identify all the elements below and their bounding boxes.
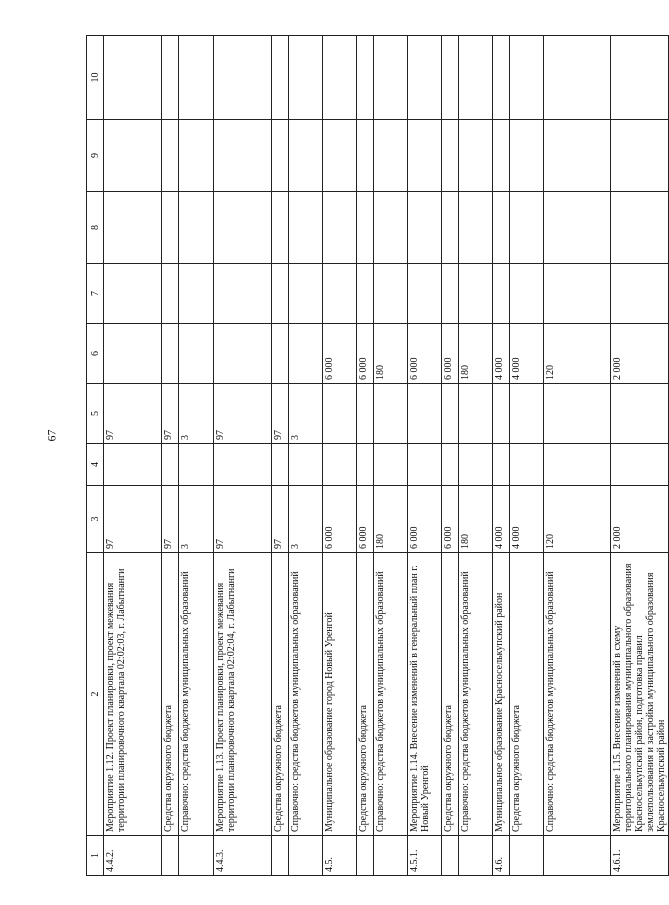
value-cell bbox=[611, 36, 669, 120]
row-code-cell: 4.5.1. bbox=[408, 836, 442, 876]
value-cell bbox=[179, 36, 214, 120]
value-cell bbox=[104, 444, 162, 486]
table-row bbox=[357, 36, 374, 876]
value-cell bbox=[289, 120, 323, 192]
table-row bbox=[323, 36, 357, 876]
value-cell: 6 000 bbox=[408, 324, 442, 384]
value-cell bbox=[510, 384, 544, 444]
value-cell: 97 bbox=[214, 384, 272, 444]
column-header: 6 bbox=[87, 324, 104, 384]
table-row bbox=[459, 36, 493, 876]
value-cell: 2 000 bbox=[611, 486, 669, 553]
value-cell: 6 000 bbox=[323, 324, 357, 384]
value-cell: 97 bbox=[162, 384, 179, 444]
value-cell bbox=[442, 264, 459, 324]
value-cell bbox=[611, 192, 669, 264]
value-cell bbox=[214, 324, 272, 384]
value-cell bbox=[459, 192, 493, 264]
row-code-cell bbox=[357, 836, 374, 876]
value-cell: 6 000 bbox=[323, 486, 357, 553]
table-row bbox=[611, 36, 669, 876]
value-cell bbox=[357, 264, 374, 324]
value-cell: 120 bbox=[544, 486, 611, 553]
column-header: 7 bbox=[87, 264, 104, 324]
value-cell: 97 bbox=[272, 384, 289, 444]
row-name-cell: Средства окружного бюджета bbox=[162, 553, 179, 836]
value-cell bbox=[493, 192, 510, 264]
row-name-cell: Средства окружного бюджета bbox=[510, 553, 544, 836]
row-name-cell: Средства окружного бюджета bbox=[357, 553, 374, 836]
value-cell bbox=[544, 120, 611, 192]
value-cell bbox=[179, 192, 214, 264]
value-cell: 4 000 bbox=[493, 486, 510, 553]
value-cell bbox=[214, 444, 272, 486]
value-cell bbox=[510, 120, 544, 192]
row-code-cell bbox=[289, 836, 323, 876]
value-cell: 6 000 bbox=[442, 324, 459, 384]
row-code-cell bbox=[374, 836, 408, 876]
value-cell: 6 000 bbox=[408, 486, 442, 553]
value-cell bbox=[374, 384, 408, 444]
rotated-table-container bbox=[86, 36, 667, 876]
value-cell bbox=[104, 120, 162, 192]
row-name-cell: Муниципальное образование Красноселькупский район bbox=[493, 553, 510, 836]
value-cell bbox=[323, 444, 357, 486]
value-cell bbox=[214, 36, 272, 120]
value-cell bbox=[272, 324, 289, 384]
value-cell bbox=[162, 192, 179, 264]
table-row bbox=[272, 36, 289, 876]
value-cell bbox=[408, 384, 442, 444]
value-cell bbox=[442, 384, 459, 444]
value-cell bbox=[544, 384, 611, 444]
table-row bbox=[179, 36, 214, 876]
header-row bbox=[87, 36, 104, 876]
value-cell bbox=[272, 120, 289, 192]
row-code-cell bbox=[162, 836, 179, 876]
value-cell bbox=[289, 264, 323, 324]
table-row bbox=[104, 36, 162, 876]
value-cell bbox=[289, 192, 323, 264]
value-cell: 180 bbox=[374, 324, 408, 384]
value-cell bbox=[179, 264, 214, 324]
row-name-cell: Мероприятие 1.14. Внесение изменений в генеральный план г. Новый Уренгой bbox=[408, 553, 442, 836]
value-cell bbox=[357, 444, 374, 486]
value-cell bbox=[179, 444, 214, 486]
value-cell: 2 000 bbox=[611, 324, 669, 384]
value-cell: 3 bbox=[179, 384, 214, 444]
value-cell: 4 000 bbox=[510, 486, 544, 553]
value-cell bbox=[510, 192, 544, 264]
row-name-cell: Мероприятие 1.13. Проект планировки, проект межевания территории планировочного квартала 02:02:04, г. Лабытнанги bbox=[214, 553, 272, 836]
value-cell bbox=[408, 36, 442, 120]
value-cell bbox=[272, 264, 289, 324]
value-cell bbox=[459, 264, 493, 324]
value-cell bbox=[289, 36, 323, 120]
table-row bbox=[289, 36, 323, 876]
table-row bbox=[162, 36, 179, 876]
value-cell bbox=[323, 384, 357, 444]
value-cell: 97 bbox=[104, 384, 162, 444]
value-cell bbox=[408, 192, 442, 264]
column-header: 4 bbox=[87, 444, 104, 486]
row-name-cell: Справочно: средства бюджетов муниципальных образований bbox=[459, 553, 493, 836]
value-cell: 180 bbox=[459, 486, 493, 553]
value-cell bbox=[357, 120, 374, 192]
value-cell: 3 bbox=[289, 384, 323, 444]
value-cell bbox=[493, 120, 510, 192]
value-cell bbox=[104, 192, 162, 264]
column-header: 8 bbox=[87, 192, 104, 264]
value-cell bbox=[272, 192, 289, 264]
value-cell bbox=[323, 264, 357, 324]
value-cell bbox=[214, 264, 272, 324]
value-cell: 97 bbox=[104, 486, 162, 553]
row-name-cell: Справочно: средства бюджетов муниципальных образований bbox=[179, 553, 214, 836]
value-cell bbox=[408, 120, 442, 192]
value-cell bbox=[611, 264, 669, 324]
row-name-cell: Муниципальное образование город Новый Уренгой bbox=[323, 553, 357, 836]
column-header: 9 bbox=[87, 120, 104, 192]
value-cell bbox=[289, 324, 323, 384]
value-cell bbox=[408, 444, 442, 486]
value-cell: 4 000 bbox=[510, 324, 544, 384]
table-row bbox=[214, 36, 272, 876]
value-cell: 3 bbox=[289, 486, 323, 553]
value-cell bbox=[611, 384, 669, 444]
value-cell bbox=[510, 36, 544, 120]
value-cell: 3 bbox=[179, 486, 214, 553]
value-cell: 180 bbox=[374, 486, 408, 553]
value-cell bbox=[289, 444, 323, 486]
value-cell bbox=[272, 444, 289, 486]
value-cell bbox=[459, 120, 493, 192]
value-cell bbox=[357, 36, 374, 120]
row-code-cell bbox=[544, 836, 611, 876]
value-cell bbox=[104, 324, 162, 384]
value-cell bbox=[442, 36, 459, 120]
table-row bbox=[493, 36, 510, 876]
value-cell bbox=[323, 192, 357, 264]
value-cell: 180 bbox=[459, 324, 493, 384]
table-row bbox=[510, 36, 544, 876]
row-code-cell bbox=[179, 836, 214, 876]
row-code-cell: 4.5. bbox=[323, 836, 357, 876]
value-cell: 6 000 bbox=[357, 486, 374, 553]
value-cell bbox=[323, 36, 357, 120]
value-cell bbox=[214, 120, 272, 192]
value-cell bbox=[179, 324, 214, 384]
value-cell bbox=[442, 120, 459, 192]
value-cell: 4 000 bbox=[493, 324, 510, 384]
value-cell bbox=[493, 444, 510, 486]
value-cell bbox=[104, 264, 162, 324]
value-cell bbox=[493, 36, 510, 120]
value-cell bbox=[544, 444, 611, 486]
row-code-cell bbox=[510, 836, 544, 876]
row-name-cell: Справочно: средства бюджетов муниципальных образований bbox=[374, 553, 408, 836]
value-cell bbox=[442, 444, 459, 486]
value-cell bbox=[493, 264, 510, 324]
row-name-cell: Мероприятие 1.15. Внесение изменений в схему территориального планирования муниципального образования Красноселькупский район, подготовка правил землепользования и застройки муниципального образования Красноселькупский район bbox=[611, 553, 669, 836]
value-cell: 97 bbox=[162, 486, 179, 553]
value-cell bbox=[357, 192, 374, 264]
table-row bbox=[544, 36, 611, 876]
column-header: 3 bbox=[87, 486, 104, 553]
value-cell bbox=[323, 120, 357, 192]
value-cell bbox=[459, 384, 493, 444]
value-cell bbox=[493, 384, 510, 444]
value-cell bbox=[162, 120, 179, 192]
value-cell bbox=[374, 264, 408, 324]
value-cell bbox=[162, 324, 179, 384]
row-name-cell: Средства окружного бюджета bbox=[442, 553, 459, 836]
value-cell bbox=[510, 264, 544, 324]
row-code-cell: 4.4.2. bbox=[104, 836, 162, 876]
value-cell bbox=[510, 444, 544, 486]
value-cell bbox=[374, 444, 408, 486]
value-cell bbox=[442, 192, 459, 264]
value-cell bbox=[374, 120, 408, 192]
value-cell bbox=[272, 36, 289, 120]
row-name-cell: Мероприятие 1.12. Проект планировки, проект межевания территории планировочного квартала 02:02:03, г. Лабытнанги bbox=[104, 553, 162, 836]
value-cell: 97 bbox=[214, 486, 272, 553]
row-name-cell: Справочно: средства бюджетов муниципальных образований bbox=[289, 553, 323, 836]
value-cell bbox=[611, 120, 669, 192]
budget-table bbox=[86, 35, 669, 876]
value-cell: 6 000 bbox=[357, 324, 374, 384]
page-number: 67 bbox=[44, 429, 59, 442]
column-header: 10 bbox=[87, 36, 104, 120]
value-cell: 120 bbox=[544, 324, 611, 384]
value-cell bbox=[214, 192, 272, 264]
column-header: 5 bbox=[87, 384, 104, 444]
value-cell bbox=[459, 444, 493, 486]
row-name-cell: Средства окружного бюджета bbox=[272, 553, 289, 836]
value-cell: 6 000 bbox=[442, 486, 459, 553]
row-code-cell: 4.6.1. bbox=[611, 836, 669, 876]
value-cell bbox=[544, 36, 611, 120]
column-header: 1 bbox=[87, 836, 104, 876]
table-row bbox=[408, 36, 442, 876]
value-cell bbox=[459, 36, 493, 120]
table-row bbox=[374, 36, 408, 876]
value-cell bbox=[374, 36, 408, 120]
column-header: 2 bbox=[87, 553, 104, 836]
row-name-cell: Справочно: средства бюджетов муниципальных образований bbox=[544, 553, 611, 836]
value-cell bbox=[544, 192, 611, 264]
value-cell bbox=[104, 36, 162, 120]
row-code-cell: 4.4.3. bbox=[214, 836, 272, 876]
value-cell bbox=[162, 264, 179, 324]
value-cell: 97 bbox=[272, 486, 289, 553]
value-cell bbox=[408, 264, 442, 324]
row-code-cell: 4.6. bbox=[493, 836, 510, 876]
value-cell bbox=[374, 192, 408, 264]
value-cell bbox=[162, 444, 179, 486]
value-cell bbox=[162, 36, 179, 120]
value-cell bbox=[611, 444, 669, 486]
value-cell bbox=[179, 120, 214, 192]
value-cell bbox=[357, 384, 374, 444]
value-cell bbox=[544, 264, 611, 324]
row-code-cell bbox=[442, 836, 459, 876]
row-code-cell bbox=[459, 836, 493, 876]
row-code-cell bbox=[272, 836, 289, 876]
table-row bbox=[442, 36, 459, 876]
